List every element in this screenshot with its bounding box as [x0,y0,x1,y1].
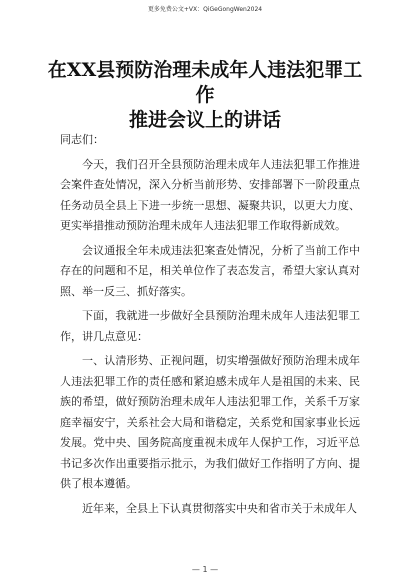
paragraph: 一、认清形势、正视问题，切实增强做好预防治理未成年人违法犯罪工作的责任感和紧迫感未成年人是祖国的未来、民族的希望，做好预防治理未成年人违法犯罪工作，关系千万家庭幸福安宁，关系社会大局和谐稳定，关系党和国家事业长远发展。党中央、国务院高度重视未成年人保护工作，习近平总书记多次作出重要指示批示，为我们做好工作指明了方向、提供了根本遵循。 [60,354,360,490]
salutation: 同志们： [60,133,104,146]
title-line-1: 在XX县预防治理未成年人违法犯罪工作 [47,59,363,106]
paragraph: 近年来，全县上下认真贯彻落实中央和省市关于未成年人 [82,501,357,515]
paragraph: 今天，我们召开全县预防治理未成年人违法犯罪工作推进会案件查处情况，深入分析当前形势、安排部署下一阶段重点任务动员全县上下进一步统一思想、凝聚共识，以更大力度、更实举措推动预防治理未成年人违法犯罪工作取得新成效。 [60,157,360,232]
paragraph: 会议通报全年未成违法犯案查处情况，分析了当前工作中存在的问题和不足，相关单位作了表态发言，希望大家认真对照、举一反三、抓好落实。 [60,243,360,298]
page-number: — 1 — [191,565,219,574]
document-body [60,130,360,523]
document-title [40,58,370,133]
paragraph: 下面，我就进一步做好全县预防治理未成年人违法犯罪工作，讲几点意见： [60,309,360,343]
title-line-2: 推进会议上的讲话 [128,109,281,131]
header-note: 更多免费公文+VX：QiGeGongWen2024 [147,6,263,13]
